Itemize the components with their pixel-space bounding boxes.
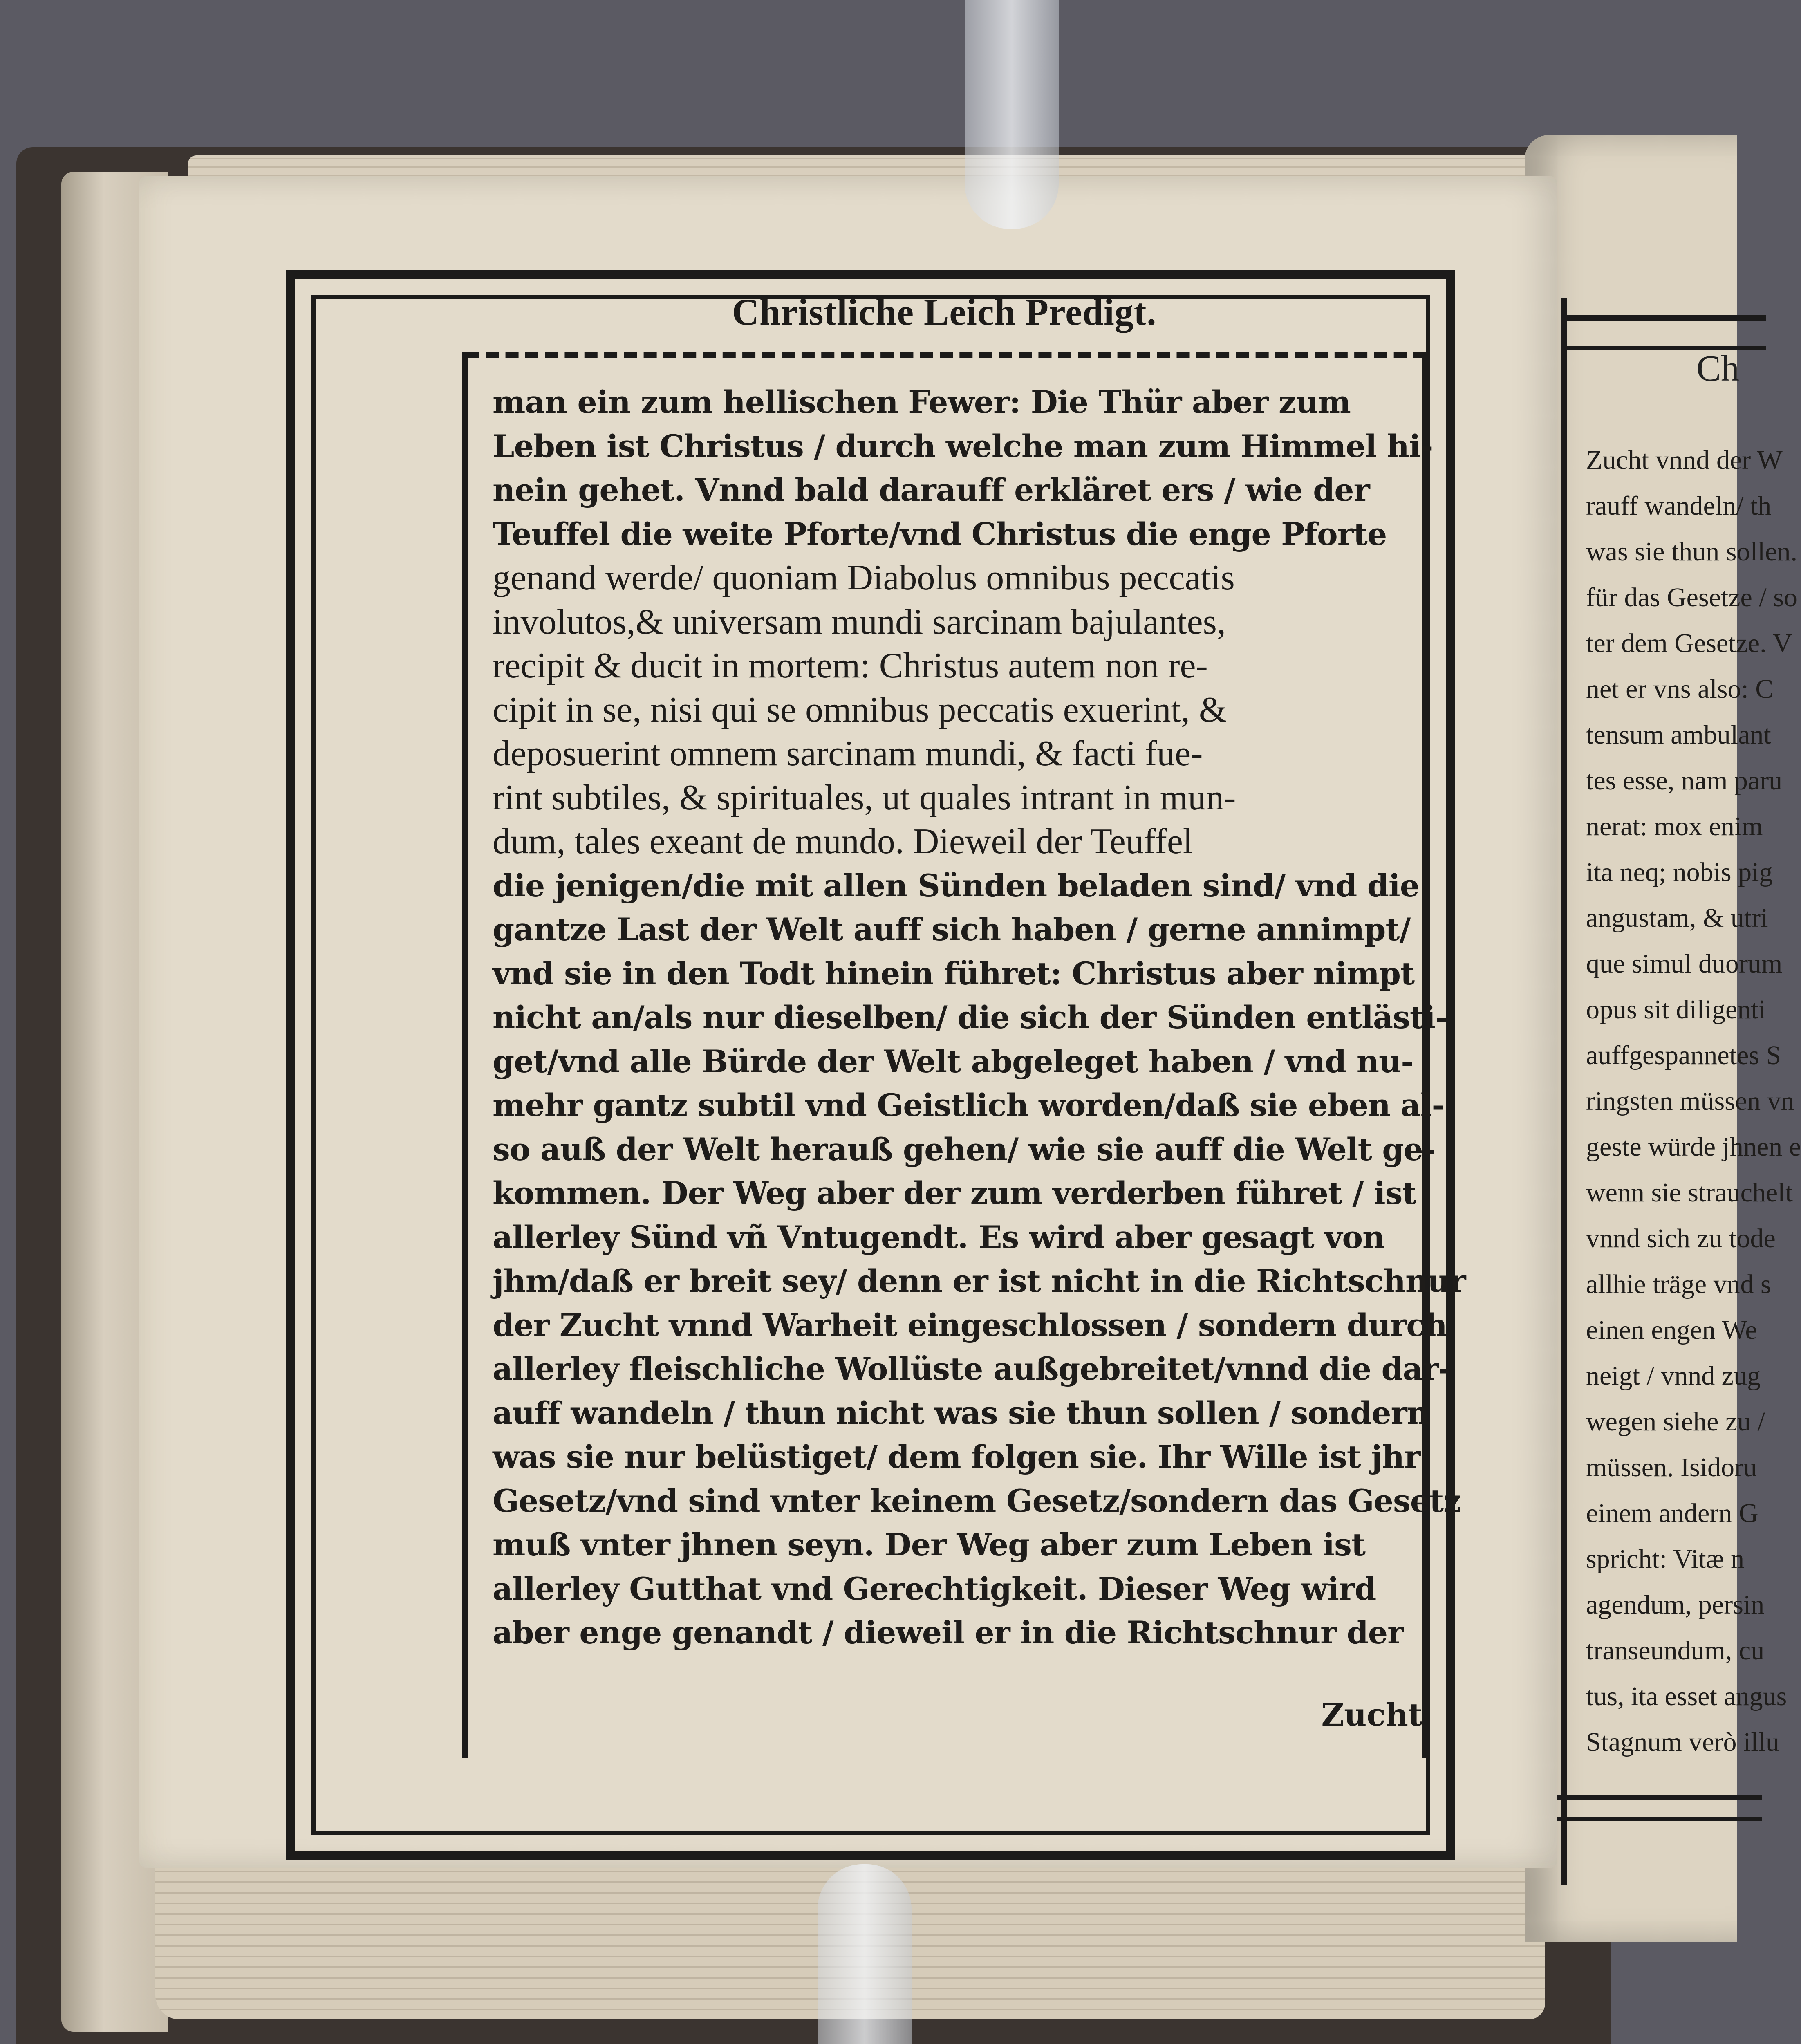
text-line: aber enge genandt / dieweil er in die Richtschnur der: [493, 1614, 1404, 1651]
running-head-rule: [466, 352, 1427, 358]
facing-page-line: ringsten müssen vn: [1586, 1086, 1794, 1116]
text-line: allerley Sünd vñ Vntugendt. Es wird aber gesagt von: [493, 1219, 1385, 1255]
facing-page-line: allhie träge vnd s: [1586, 1269, 1771, 1299]
text-line: der Zucht vnnd Warheit eingeschlossen / sondern durch: [493, 1307, 1447, 1343]
facing-page-running-head: Ch: [1696, 348, 1740, 389]
text-line: deposuerint omnem sarcinam mundi, & facti fue-: [493, 734, 1203, 773]
facing-page-line: spricht: Vitæ n: [1586, 1544, 1745, 1574]
facing-page-line: opus sit diligenti: [1586, 995, 1766, 1024]
facing-page-line: einem andern G: [1586, 1498, 1758, 1528]
text-line: muß vnter jhnen seyn. Der Weg aber zum Leben ist: [493, 1526, 1365, 1563]
text-line: gantze Last der Welt auff sich haben / gerne annimpt/: [493, 911, 1411, 948]
running-head: Christliche Leich Predigt.: [732, 291, 1157, 333]
facing-page-line: vnnd sich zu tode: [1586, 1224, 1776, 1253]
facing-page-bottom-rule: [1549, 1795, 1762, 1821]
page-body-text: [493, 380, 1466, 1655]
facing-page-line: transeundum, cu: [1586, 1636, 1765, 1665]
facing-page-line: agendum, persin: [1586, 1590, 1765, 1620]
facing-page-line: wenn sie strauchelt: [1586, 1178, 1793, 1208]
text-line: auff wandeln / thun nicht was sie thun sollen / sondern: [493, 1394, 1429, 1431]
facing-page-line: einen engen We: [1586, 1315, 1757, 1345]
text-line: Leben ist Christus / durch welche man zum Himmel hi-: [493, 428, 1433, 464]
facing-page-line: auffgespannetes S: [1586, 1040, 1781, 1070]
facing-page-line: tes esse, nam paru: [1586, 766, 1783, 796]
facing-page-line: tus, ita esset angus: [1586, 1681, 1787, 1711]
text-line: nicht an/als nur dieselben/ die sich der Sünden entlästi-: [493, 999, 1448, 1035]
facing-page-line: neigt / vnnd zug: [1586, 1361, 1761, 1391]
facing-page-line: wegen siehe zu /: [1586, 1407, 1765, 1437]
text-line: genand werde/ quoniam Diabolus omnibus peccatis: [493, 558, 1235, 598]
text-line: Gesetz/vnd sind vnter keinem Gesetz/sondern das Gesetz: [493, 1482, 1461, 1519]
text-line: dum, tales exeant de mundo. Dieweil der Teuffel: [493, 822, 1193, 861]
text-line: kommen. Der Weg aber der zum verderben führet / ist: [493, 1175, 1416, 1211]
text-line: jhm/daß er breit sey/ denn er ist nicht in die Richtschnur: [493, 1263, 1466, 1299]
facing-page-line: nerat: mox enim: [1586, 811, 1763, 841]
text-line: allerley fleischliche Wollüste außgebreitet/vnnd die dar-: [493, 1351, 1451, 1387]
facing-page-line: ter dem Gesetze. V: [1586, 628, 1792, 658]
facing-page-left-rule: [1561, 298, 1567, 1885]
text-line: rint subtiles, & spirituales, ut quales intrant in mun-: [493, 778, 1236, 818]
text-line: get/vnd alle Bürde der Welt abgeleget haben / vnd nu-: [493, 1043, 1413, 1080]
page-clip-top: [965, 0, 1059, 229]
facing-page-line: geste würde jhnen e: [1586, 1132, 1801, 1162]
text-column-left-rule: [462, 352, 468, 1758]
text-line: allerley Gutthat vnd Gerechtigkeit. Dieser Weg wird: [493, 1570, 1376, 1607]
facing-page-line: rauff wandeln/ th: [1586, 491, 1772, 521]
facing-page-line: Stagnum verò illu: [1586, 1727, 1779, 1757]
facing-page-line: ita neq; nobis pig: [1586, 857, 1773, 887]
catchword: Zucht: [1321, 1697, 1422, 1733]
facing-page-line: Zucht vnnd der W: [1586, 445, 1783, 475]
facing-page-text: [1586, 437, 1801, 1765]
facing-page-line: was sie thun sollen.: [1586, 537, 1797, 567]
facing-page-line: que simul duorum: [1586, 949, 1783, 979]
text-line: so auß der Welt herauß gehen/ wie sie auff die Welt ge-: [493, 1131, 1436, 1168]
facing-page-line: angustam, & utri: [1586, 903, 1768, 933]
text-line: vnd sie in den Todt hinein führet: Christus aber nimpt: [493, 955, 1415, 992]
facing-page-line: müssen. Isidoru: [1586, 1452, 1757, 1482]
text-line: recipit & ducit in mortem: Christus autem non re-: [493, 646, 1208, 686]
text-line: die jenigen/die mit allen Sünden beladen sind/ vnd die: [493, 867, 1420, 904]
page-clip-bottom: [818, 1864, 912, 2044]
facing-page-line: net er vns also: C: [1586, 674, 1774, 704]
facing-page-line: tensum ambulant: [1586, 720, 1771, 750]
facing-page-line: für das Gesetze / so: [1586, 583, 1797, 612]
text-line: man ein zum hellischen Fewer: Die Thür aber zum: [493, 384, 1351, 420]
text-line: mehr gantz subtil vnd Geistlich worden/daß sie eben al-: [493, 1087, 1445, 1123]
text-line: was sie nur belüstiget/ dem folgen sie. Ihr Wille ist jhr: [493, 1439, 1420, 1475]
facing-page-top-rule: [1561, 315, 1766, 350]
text-line: involutos,& universam mundi sarcinam bajulantes,: [493, 602, 1226, 642]
text-line: Teuffel die weite Pforte/vnd Christus die enge Pforte: [493, 515, 1387, 552]
text-line: nein gehet. Vnnd bald darauff erkläret ers / wie der: [493, 472, 1370, 508]
text-line: cipit in se, nisi qui se omnibus peccatis exuerint, &: [493, 690, 1227, 730]
